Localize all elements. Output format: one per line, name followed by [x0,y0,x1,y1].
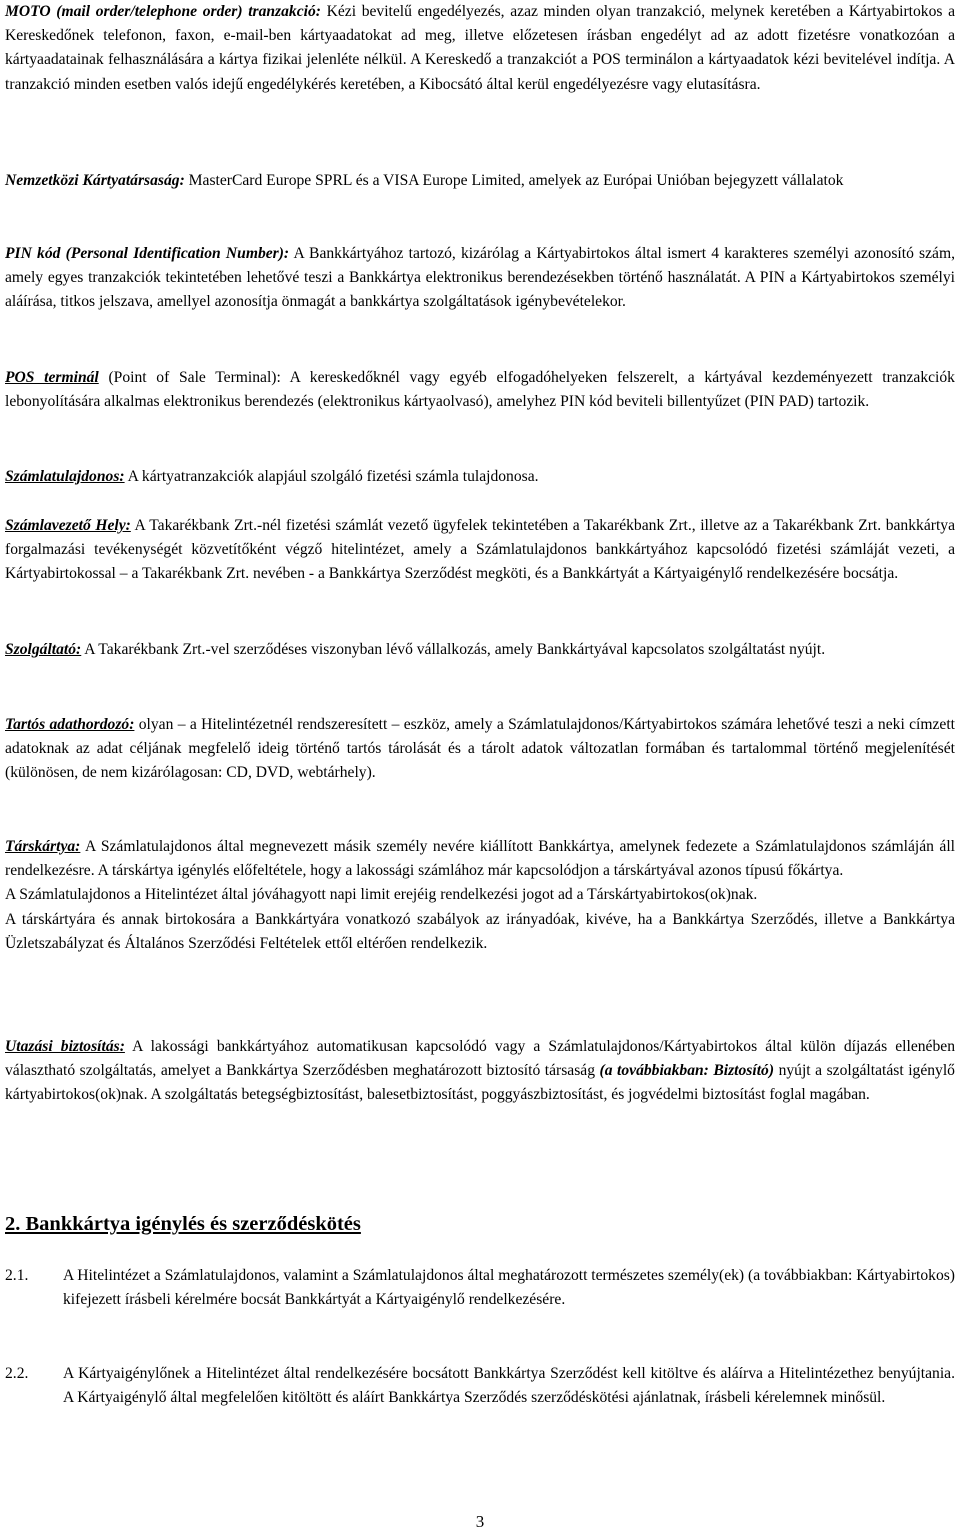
term-label: POS terminál [5,369,99,386]
definition-account-branch [5,514,955,587]
list-item [5,1362,955,1410]
section-heading: 2. Bankkártya igénylés és szerződéskötés [5,1213,361,1235]
term-label: Tartós adathordozó: [5,716,135,733]
definition-text: A lakossági bankkártyához automatikusan kapcsolódó vagy a Számlatulajdonos/Kártyabirtokos által külön díjazás ellenében választható szolgáltatás, amelyet a Bankkártya Szerződésben meghatározott biztosító társaság [5,1038,955,1080]
term-label: Társkártya: [5,838,81,855]
definition-emphasis: (a továbbiakban: Biztosító) [599,1062,775,1080]
definition-text: Kézi bevitelű engedélyezés, azaz minden olyan tranzakció, melynek keretében a Kártyabirtokos a Kereskedőnek telefonon, faxon, e-mail-ben kártyaadatokat ad meg, illetve előzetesen írásban engedélyt ad az adott fizetésre vonatkozóan a kártyaadatainak felhasználására a kártya fizikai jelenléte nélkül. A Kereskedő a tranzakciót a POS terminálon a kártyaadatok kézi bevitelével indítja. A tranzakció minden esetben valós idejű engedélykérés keretében, a Kibocsátó által kerül engedélyezésre vagy elutasításra. [5,3,955,93]
definition-service-provider [5,638,955,662]
definition-text: A Takarékbank Zrt.-nél fizetési számlát vezető ügyfelek tekintetében a Takarékbank Zrt., illetve az a Takarékbank Zrt. bankkártya forgalmazási tevékenységét közvetítőként végző hitelintézet, amely a Számlatulajdonos bankkártyához kapcsolódó fizetési számláját vezeti, a Kártyabirtokossal – a Takarékbank Zrt. nevében - a Bankkártya Szerződést megköti, és a Bankkártyát a Kártyaigénylő rendelkezésére bocsátja. [5,517,955,583]
definition-travel-insurance [5,1035,955,1108]
definition-text: MasterCard Europe SPRL és a VISA Europe Limited, amelyek az Európai Unióban bejegyzett vállalatok [184,172,844,189]
definition-paragraph: A Számlatulajdonos a Hitelintézet által jóváhagyott napi limit erejéig rendelkezési jogot ad a Társkártyabirtokos(ok)nak. [5,886,758,904]
term-label: Szolgáltató: [5,641,82,658]
term-label: MOTO (mail order/telephone order) tranzakció: [5,3,321,20]
term-label: Utazási biztosítás: [5,1038,125,1055]
term-label: PIN kód (Personal Identification Number): [5,245,290,262]
definition-text: (Point of Sale Terminal): A kereskedőknél vagy egyéb elfogadóhelyeken felszerelt, a kártyával kezdeményezett tranzakciók lebonyolítására alkalmas elektronikus berendezés (elektronikus kártyaolvasó), amelyhez PIN kód beviteli billentyűzet (PIN PAD) tartozik. [5,369,955,411]
definition-text: nyújt a szolgáltatást igénylő kártyabirtokos(ok)nak. A szolgáltatás betegségbiztosítást, balesetbiztosítást, poggyászbiztosítást, és jogvédelmi biztosítást foglal magában. [5,1062,955,1104]
definition-text: A Bankkártyához tartozó, kizárólag a Kártyabirtokos által ismert 4 karakteres személyi azonosító szám, amely egyes tranzakciók tekintetében lehetővé teszi a Bankkártya elektronikus berendezésekben történő használatát. A PIN a Kártyabirtokos személyi aláírása, titkos jelszava, amellyel azonosítja önmagát a bankkártya szolgáltatások igénybevételekor. [5,245,955,311]
definition-text: A Takarékbank Zrt.-vel szerződéses viszonyban lévő vállalkozás, amely Bankkártyával kapcsolatos szolgáltatást nyújt. [81,641,826,658]
list-item [5,1264,955,1312]
item-text: A Hitelintézet a Számlatulajdonos, valamint a Számlatulajdonos által meghatározott természetes személy(ek) (a továbbiakban: Kártyabirtokos) kifejezett írásbeli kérelmére bocsát Bankkártyát a Kártyaigénylő rendelkezésére. [63,1267,956,1309]
item-number: 2.2. [5,1365,29,1382]
definition-text: A Számlatulajdonos által megnevezett másik személy nevére kiállított Bankkártya, amelynek fedezete a Számlatulajdonos számláján áll rendelkezésre. A társkártya igénylés előfeltétele, hogy a lakossági számlához már kapcsolódjon a társkártyával azonos típusú főkártya. [5,838,955,880]
item-text: A Kártyaigénylőnek a Hitelintézet által rendelkezésére bocsátott Bankkártya Szerződést kell kitöltve és aláírva a Hitelintézethez benyújtania. A Kártyaigénylő által megfelelően kitöltött és aláírt Bankkártya Szerződés szerződéskötési ajánlatnak, írásbeli kérelemnek minősül. [63,1365,955,1407]
page-number: 3 [475,1512,485,1531]
definition-text: A kártyatranzakciók alapjául szolgáló fizetési számla tulajdonosa. [124,468,539,485]
definition-account-holder [5,465,955,489]
document-page [5,0,955,1537]
definition-durable-medium [5,713,955,786]
definition-companion-card [5,835,955,956]
definition-paragraph: A társkártyára és annak birtokosára a Bankkártyára vonatkozó szabályok az irányadóak, kivéve, ha a Bankkártya Szerződés, illetve a Bankkártya Üzletszabályzat és Általános Szerződési Feltételek ettől eltérően rendelkezik. [5,910,955,952]
definition-pin [5,242,955,315]
definition-moto [5,0,955,97]
term-label: Számlavezető Hely: [5,517,131,534]
definition-pos-terminal [5,366,955,414]
term-label: Nemzetközi Kártyatársaság: [5,172,185,189]
definition-text: olyan – a Hitelintézetnél rendszeresített – eszköz, amely a Számlatulajdonos/Kártyabirtokos számára lehetővé teszi a neki címzett adatoknak az adat céljának megfelelő ideig történő tartós tárolását és a tárolt adatok változatlan formában és tartalommal történő megjelenítését (különösen, de nem kizárólagosan: CD, DVD, webtárhely). [5,716,955,782]
definition-card-association [5,169,955,193]
item-number: 2.1. [5,1267,29,1284]
term-label: Számlatulajdonos: [5,468,125,485]
